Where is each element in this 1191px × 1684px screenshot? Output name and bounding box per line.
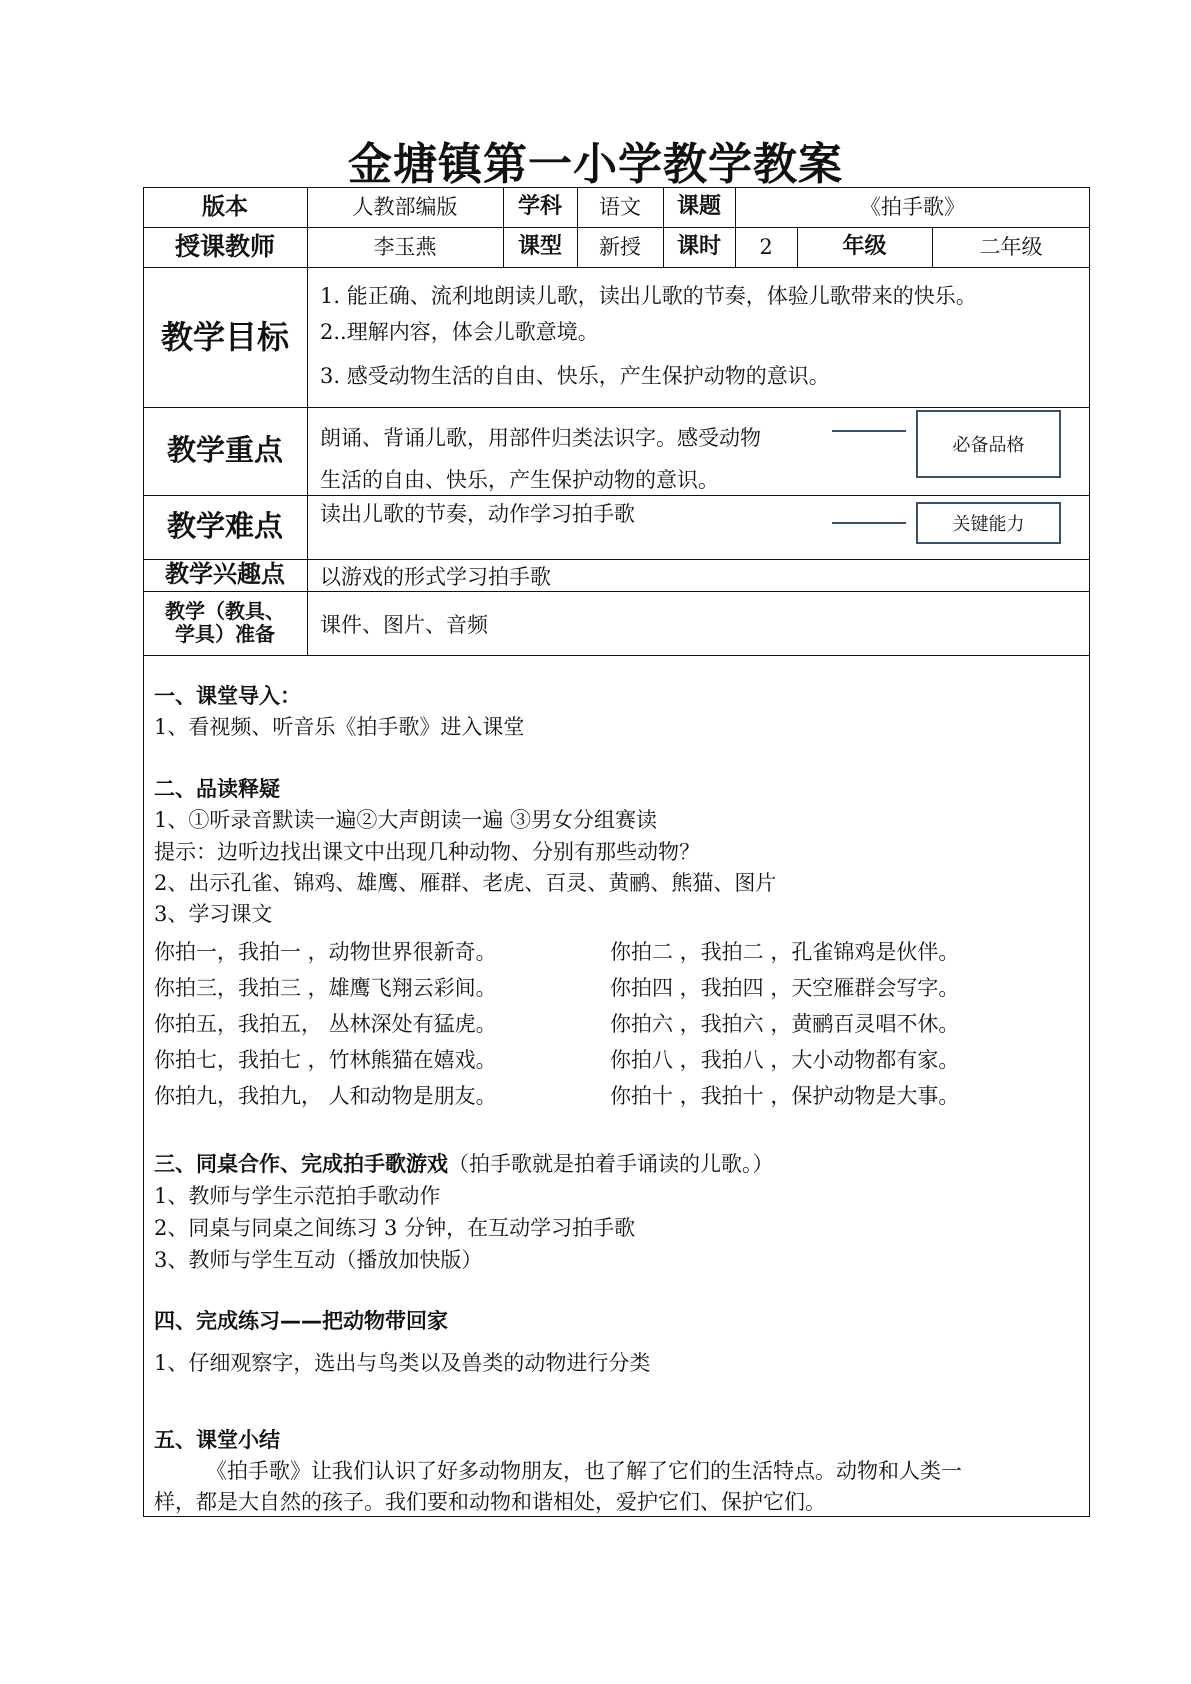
topic-value: 《拍手歌》 — [860, 194, 965, 219]
process-line: 1、看视频、听音乐《拍手歌》进入课堂 — [154, 715, 525, 739]
subject-value: 语文 — [599, 194, 641, 219]
teacher-label: 授课教师 — [174, 231, 275, 261]
poem-line: 你拍六 ，我拍六 ，黄鹂百灵唱不休。 — [610, 1012, 960, 1036]
process-line: 1、仔细观察字，选出与鸟类以及兽类的动物进行分类 — [154, 1351, 651, 1375]
version-value: 人教部编版 — [352, 194, 458, 219]
section-heading-text: 三、同桌合作、完成拍手歌游戏 — [154, 1152, 448, 1176]
poem-line: 你拍七，我拍七 ，竹林熊猫在嬉戏。 — [154, 1048, 497, 1072]
difficulties-text: 读出儿歌的节奏，动作学习拍手歌 — [320, 502, 635, 526]
interest-text: 以游戏的形式学习拍手歌 — [320, 565, 551, 589]
process-line: 1、①听录音默读一遍②大声朗读一遍 ③男女分组赛读 — [154, 808, 658, 832]
document-title: 金塘镇第一小学教学教案 — [348, 139, 843, 190]
poem-line: 你拍八 ，我拍八 ，大小动物都有家。 — [610, 1048, 960, 1072]
section-heading: 二、品读释疑 — [154, 777, 280, 801]
preparation-label-line1: 教学（教具、 — [165, 599, 285, 623]
period-value: 2 — [759, 234, 773, 259]
topic-label: 课题 — [676, 194, 721, 220]
row-divider — [143, 655, 1090, 656]
process-line: 1、教师与学生示范拍手歌动作 — [154, 1184, 441, 1208]
core-character-tag: 必备品格 — [916, 410, 1061, 478]
key-points-line: 朗诵、背诵儿歌，用部件归类法识字。感受动物 — [320, 426, 761, 450]
process-line: 3、教师与学生互动（播放加快版） — [154, 1248, 483, 1272]
preparation-label-line2: 学具）准备 — [175, 622, 275, 646]
period-label: 课时 — [676, 234, 721, 260]
poem-line: 你拍二 ，我拍二 ，孔雀锦鸡是伙伴。 — [610, 940, 960, 964]
version-label: 版本 — [202, 193, 248, 220]
poem-line: 你拍十 ，我拍十 ，保护动物是大事。 — [610, 1084, 960, 1108]
objectives-label: 教学目标 — [160, 317, 289, 356]
process-line: 2、出示孔雀、锦鸡、雄鹰、雁群、老虎、百灵、黄鹂、熊猫、图片 — [154, 871, 777, 895]
preparation-text: 课件、图片、音频 — [320, 613, 488, 637]
grade-value: 二年级 — [979, 234, 1043, 259]
poem-line: 你拍四 ，我拍四 ，天空雁群会写字。 — [610, 976, 960, 1000]
key-points-line: 生活的自由、快乐，产生保护动物的意识。 — [320, 468, 719, 492]
teacher-value: 李玉燕 — [373, 234, 437, 259]
key-ability-tag: 关键能力 — [916, 502, 1061, 544]
interest-label: 教学兴趣点 — [165, 560, 285, 589]
section-heading: 五、课堂小结 — [154, 1428, 280, 1452]
process-line: 2、同桌与同桌之间练习 3 分钟，在互动学习拍手歌 — [154, 1216, 636, 1240]
poem-line: 你拍九，我拍九， 人和动物是朋友。 — [154, 1084, 497, 1108]
poem-line: 你拍一，我拍一 ，动物世界很新奇。 — [154, 940, 497, 964]
section-heading: 四、完成练习——把动物带回家 — [154, 1309, 448, 1333]
connector-line — [832, 430, 906, 432]
key-points-label: 教学重点 — [166, 433, 283, 468]
process-line: 3、学习课文 — [154, 902, 273, 926]
type-value: 新授 — [599, 234, 641, 259]
section-heading — [154, 1148, 774, 1178]
objective-item: 1. 能正确、流利地朗读儿歌，读出儿歌的节奏，体验儿歌带来的快乐。 — [320, 284, 977, 308]
objective-item: 3. 感受动物生活的自由、快乐，产生保护动物的意识。 — [320, 364, 830, 388]
section-heading-note: （拍手歌就是拍着手诵读的儿歌。） — [448, 1152, 774, 1176]
connector-line — [832, 522, 906, 524]
grade-label: 年级 — [842, 234, 887, 260]
difficulties-label: 教学难点 — [166, 509, 283, 544]
preparation-label — [143, 591, 307, 655]
section-heading: 一、课堂导入： — [154, 684, 301, 708]
type-label: 课型 — [517, 234, 562, 260]
summary-line: 《拍手歌》让我们认识了好多动物朋友，也了解了它们的生活特点。动物和人类一 — [206, 1459, 962, 1483]
subject-label: 学科 — [517, 194, 562, 220]
process-line: 提示：边听边找出课文中出现几种动物、分别有那些动物？ — [154, 840, 700, 864]
poem-line: 你拍五，我拍五， 丛林深处有猛虎。 — [154, 1012, 497, 1036]
objective-item: 2..理解内容，体会儿歌意境。 — [320, 320, 599, 344]
summary-line: 样，都是大自然的孩子。我们要和动物和谐相处，爱护它们、保护它们。 — [154, 1490, 826, 1514]
poem-line: 你拍三，我拍三 ，雄鹰飞翔云彩间。 — [154, 976, 497, 1000]
